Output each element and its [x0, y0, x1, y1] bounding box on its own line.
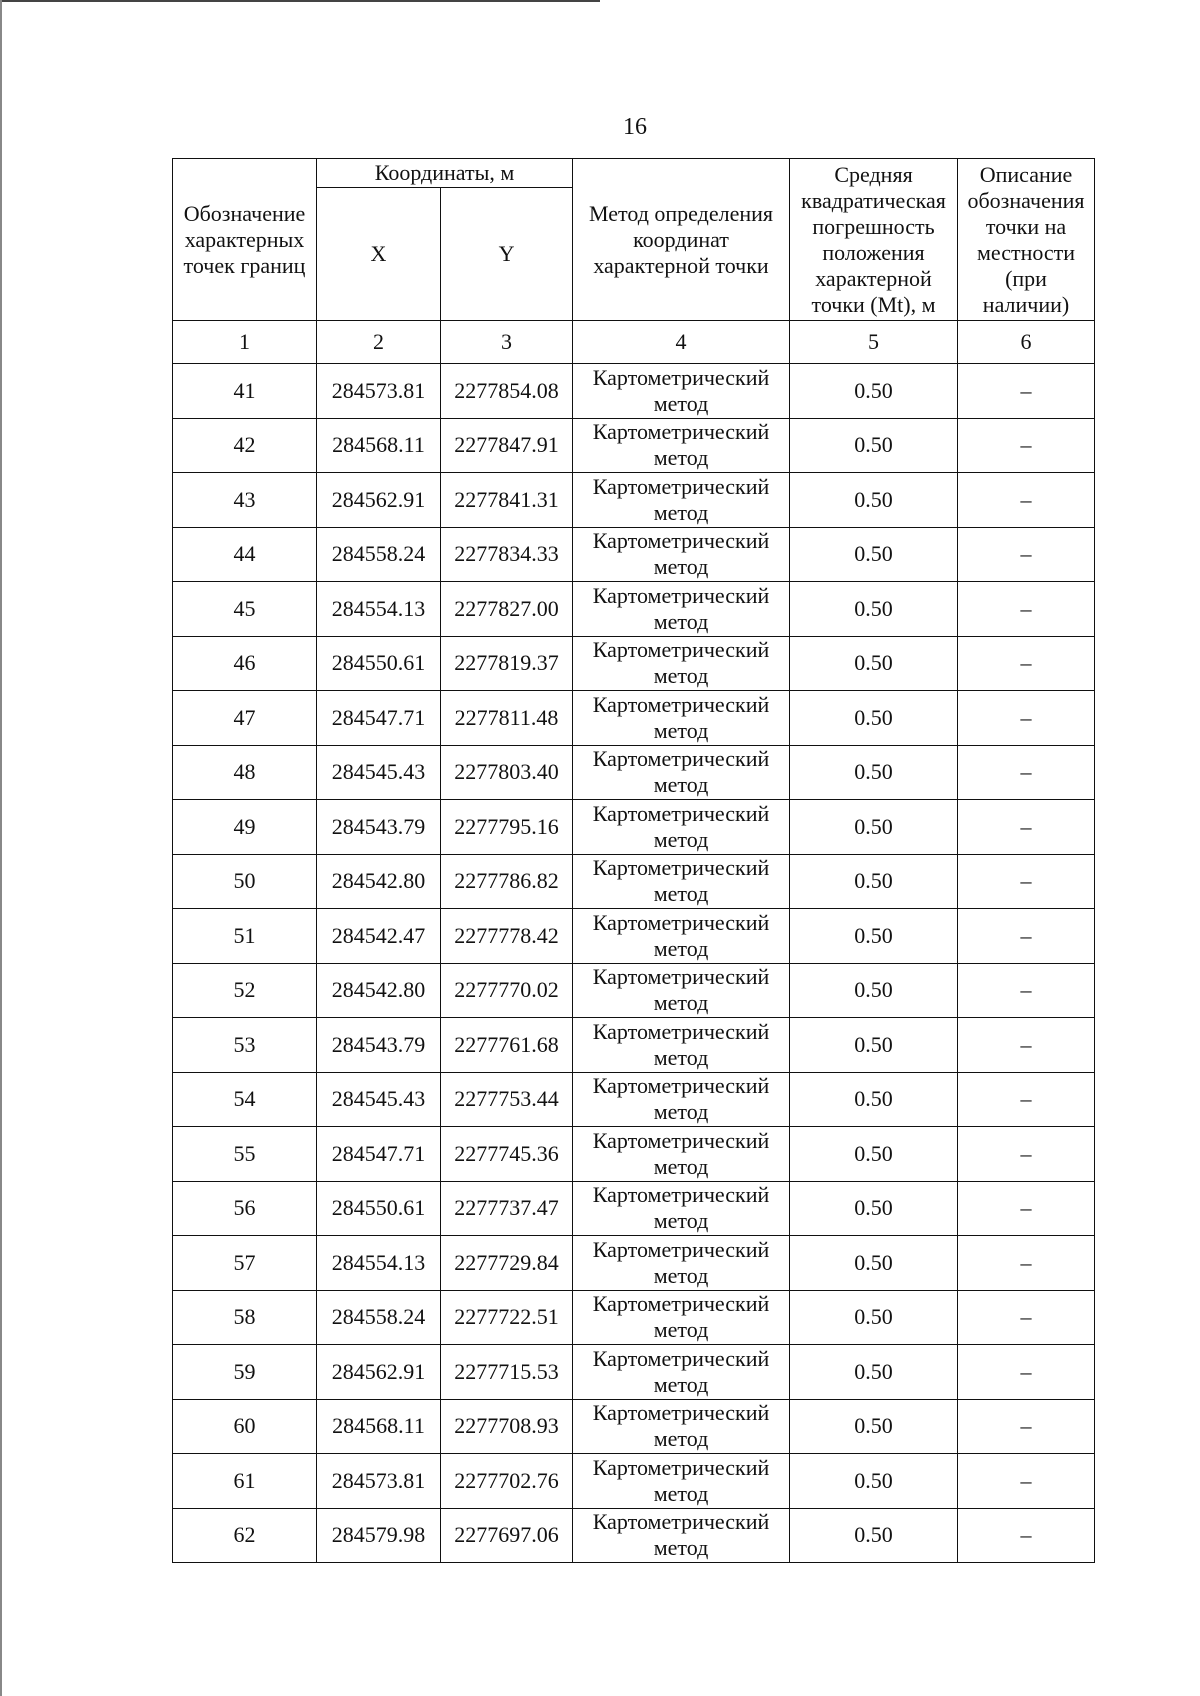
header-text: характерной: [815, 265, 932, 291]
x-coordinate-cell: 284545.43: [317, 745, 441, 800]
point-id-cell: 58: [173, 1290, 317, 1345]
header-method: [573, 159, 790, 321]
method-text: метод: [653, 881, 709, 907]
y-coordinate-cell: 2277847.91: [441, 418, 573, 473]
point-id-cell: 54: [173, 1072, 317, 1127]
x-coordinate-cell: 284542.80: [317, 854, 441, 909]
header-text: погрешность: [812, 213, 935, 239]
table-row: [173, 1072, 1095, 1127]
method-text: Картометрический: [592, 582, 770, 608]
y-coordinate-cell: 2277819.37: [441, 636, 573, 691]
x-coordinate-cell: 284554.13: [317, 582, 441, 637]
method-cell: [573, 527, 790, 582]
scan-edge-left: [0, 0, 2, 1696]
method-cell: [573, 473, 790, 528]
method-text: Картометрический: [592, 1236, 770, 1262]
method-cell: [573, 745, 790, 800]
header-y: Y: [441, 188, 573, 321]
y-coordinate-cell: 2277803.40: [441, 745, 573, 800]
mt-error-cell: 0.50: [790, 745, 958, 800]
method-text: Картометрический: [592, 1454, 770, 1480]
table-row: [173, 1181, 1095, 1236]
x-coordinate-cell: 284562.91: [317, 473, 441, 528]
method-cell: [573, 1345, 790, 1400]
description-cell: –: [958, 854, 1095, 909]
method-text: Картометрический: [592, 419, 770, 445]
method-text: Картометрический: [592, 909, 770, 935]
point-id-cell: 43: [173, 473, 317, 528]
y-coordinate-cell: 2277786.82: [441, 854, 573, 909]
method-text: метод: [653, 717, 709, 743]
scan-edge-top: [0, 0, 600, 2]
y-coordinate-cell: 2277745.36: [441, 1127, 573, 1182]
method-text: метод: [653, 1208, 709, 1234]
method-text: метод: [653, 1371, 709, 1397]
y-coordinate-cell: 2277770.02: [441, 963, 573, 1018]
description-cell: –: [958, 691, 1095, 746]
y-coordinate-cell: 2277722.51: [441, 1290, 573, 1345]
method-text: метод: [653, 1044, 709, 1070]
method-text: метод: [653, 499, 709, 525]
x-coordinate-cell: 284579.98: [317, 1508, 441, 1563]
point-id-cell: 61: [173, 1454, 317, 1509]
mt-error-cell: 0.50: [790, 909, 958, 964]
method-text: Картометрический: [592, 1182, 770, 1208]
description-cell: –: [958, 1236, 1095, 1291]
description-cell: –: [958, 1181, 1095, 1236]
method-text: метод: [653, 663, 709, 689]
header-text: Описание: [979, 161, 1073, 187]
description-cell: –: [958, 745, 1095, 800]
header-mean-square-error: [790, 159, 958, 321]
header-x: X: [317, 188, 441, 321]
x-coordinate-cell: 284550.61: [317, 636, 441, 691]
description-cell: –: [958, 1454, 1095, 1509]
point-id-cell: 53: [173, 1018, 317, 1073]
method-text: Картометрический: [592, 1291, 770, 1317]
method-text: метод: [653, 608, 709, 634]
method-text: Картометрический: [592, 855, 770, 881]
method-cell: [573, 1508, 790, 1563]
header-text: обозначения: [967, 187, 1085, 213]
header-text: местности: [976, 239, 1076, 265]
mt-error-cell: 0.50: [790, 854, 958, 909]
method-text: Картометрический: [592, 1127, 770, 1153]
y-coordinate-cell: 2277811.48: [441, 691, 573, 746]
method-text: Картометрический: [592, 1509, 770, 1535]
header-text: точек границ: [183, 252, 306, 278]
column-number: 5: [790, 321, 958, 364]
coordinates-table: [172, 158, 1095, 1563]
description-cell: –: [958, 418, 1095, 473]
method-cell: [573, 364, 790, 419]
mt-error-cell: 0.50: [790, 963, 958, 1018]
header-text: Метод определения: [588, 200, 774, 226]
description-cell: –: [958, 1018, 1095, 1073]
x-coordinate-cell: 284554.13: [317, 1236, 441, 1291]
method-cell: [573, 1127, 790, 1182]
x-coordinate-cell: 284573.81: [317, 1454, 441, 1509]
point-id-cell: 62: [173, 1508, 317, 1563]
mt-error-cell: 0.50: [790, 1345, 958, 1400]
header-text: наличии): [982, 291, 1070, 317]
description-cell: –: [958, 909, 1095, 964]
table-row: [173, 418, 1095, 473]
point-id-cell: 57: [173, 1236, 317, 1291]
method-cell: [573, 1454, 790, 1509]
mt-error-cell: 0.50: [790, 1290, 958, 1345]
table-row: [173, 582, 1095, 637]
y-coordinate-cell: 2277778.42: [441, 909, 573, 964]
header-text: Средняя: [834, 161, 913, 187]
table-row: [173, 364, 1095, 419]
method-text: метод: [653, 935, 709, 961]
description-cell: –: [958, 582, 1095, 637]
header-text: характерных: [184, 226, 305, 252]
point-id-cell: 41: [173, 364, 317, 419]
method-text: метод: [653, 445, 709, 471]
method-cell: [573, 1399, 790, 1454]
description-cell: –: [958, 1399, 1095, 1454]
x-coordinate-cell: 284558.24: [317, 1290, 441, 1345]
y-coordinate-cell: 2277729.84: [441, 1236, 573, 1291]
method-cell: [573, 800, 790, 855]
method-text: Картометрический: [592, 800, 770, 826]
header-text: координат: [633, 226, 729, 252]
method-cell: [573, 1181, 790, 1236]
method-cell: [573, 582, 790, 637]
point-id-cell: 51: [173, 909, 317, 964]
x-coordinate-cell: 284543.79: [317, 1018, 441, 1073]
point-id-cell: 59: [173, 1345, 317, 1400]
point-id-cell: 60: [173, 1399, 317, 1454]
header-point-designation: [173, 159, 317, 321]
table-row: [173, 854, 1095, 909]
y-coordinate-cell: 2277753.44: [441, 1072, 573, 1127]
description-cell: –: [958, 1345, 1095, 1400]
point-id-cell: 47: [173, 691, 317, 746]
column-number: 3: [441, 321, 573, 364]
header-text: характерной точки: [593, 252, 769, 278]
x-coordinate-cell: 284547.71: [317, 691, 441, 746]
point-id-cell: 49: [173, 800, 317, 855]
y-coordinate-cell: 2277708.93: [441, 1399, 573, 1454]
point-id-cell: 52: [173, 963, 317, 1018]
column-number: 4: [573, 321, 790, 364]
method-text: метод: [653, 1535, 709, 1561]
mt-error-cell: 0.50: [790, 636, 958, 691]
mt-error-cell: 0.50: [790, 582, 958, 637]
y-coordinate-cell: 2277841.31: [441, 473, 573, 528]
description-cell: –: [958, 1290, 1095, 1345]
method-cell: [573, 854, 790, 909]
method-cell: [573, 691, 790, 746]
table-body: [173, 364, 1095, 1563]
header-text: Обозначение: [183, 200, 306, 226]
x-coordinate-cell: 284545.43: [317, 1072, 441, 1127]
mt-error-cell: 0.50: [790, 1454, 958, 1509]
description-cell: –: [958, 473, 1095, 528]
table-row: [173, 745, 1095, 800]
mt-error-cell: 0.50: [790, 1072, 958, 1127]
method-text: Картометрический: [592, 1345, 770, 1371]
mt-error-cell: 0.50: [790, 1508, 958, 1563]
method-text: метод: [653, 772, 709, 798]
mt-error-cell: 0.50: [790, 364, 958, 419]
table-row: [173, 1508, 1095, 1563]
method-text: метод: [653, 826, 709, 852]
x-coordinate-cell: 284550.61: [317, 1181, 441, 1236]
table-row: [173, 1399, 1095, 1454]
description-cell: –: [958, 963, 1095, 1018]
description-cell: –: [958, 1072, 1095, 1127]
method-text: Картометрический: [592, 746, 770, 772]
method-cell: [573, 909, 790, 964]
x-coordinate-cell: 284558.24: [317, 527, 441, 582]
mt-error-cell: 0.50: [790, 691, 958, 746]
table-header: [173, 159, 1095, 364]
header-description: [958, 159, 1095, 321]
mt-error-cell: 0.50: [790, 1127, 958, 1182]
description-cell: –: [958, 1508, 1095, 1563]
mt-error-cell: 0.50: [790, 800, 958, 855]
column-number: 2: [317, 321, 441, 364]
point-id-cell: 55: [173, 1127, 317, 1182]
description-cell: –: [958, 527, 1095, 582]
method-text: Картометрический: [592, 473, 770, 499]
method-text: Картометрический: [592, 691, 770, 717]
y-coordinate-cell: 2277854.08: [441, 364, 573, 419]
method-text: метод: [653, 1153, 709, 1179]
x-coordinate-cell: 284568.11: [317, 1399, 441, 1454]
column-number: 1: [173, 321, 317, 364]
header-text: точки (Mt), м: [811, 291, 936, 317]
y-coordinate-cell: 2277737.47: [441, 1181, 573, 1236]
method-text: Картометрический: [592, 528, 770, 554]
table-row: [173, 1454, 1095, 1509]
mt-error-cell: 0.50: [790, 1181, 958, 1236]
y-coordinate-cell: 2277761.68: [441, 1018, 573, 1073]
table-row: [173, 636, 1095, 691]
method-cell: [573, 418, 790, 473]
table-row: [173, 1345, 1095, 1400]
description-cell: –: [958, 1127, 1095, 1182]
method-text: Картометрический: [592, 1400, 770, 1426]
method-cell: [573, 1290, 790, 1345]
header-text: положения: [822, 239, 925, 265]
table-row: [173, 909, 1095, 964]
method-text: Картометрический: [592, 1018, 770, 1044]
table-row: [173, 800, 1095, 855]
method-cell: [573, 963, 790, 1018]
method-text: Картометрический: [592, 637, 770, 663]
mt-error-cell: 0.50: [790, 1399, 958, 1454]
mt-error-cell: 0.50: [790, 1018, 958, 1073]
column-number: 6: [958, 321, 1095, 364]
description-cell: –: [958, 800, 1095, 855]
method-text: метод: [653, 1317, 709, 1343]
mt-error-cell: 0.50: [790, 1236, 958, 1291]
method-text: метод: [653, 1480, 709, 1506]
table-row: [173, 1236, 1095, 1291]
y-coordinate-cell: 2277795.16: [441, 800, 573, 855]
table-row: [173, 691, 1095, 746]
method-text: Картометрический: [592, 964, 770, 990]
header-text: точки на: [985, 213, 1067, 239]
point-id-cell: 44: [173, 527, 317, 582]
y-coordinate-cell: 2277834.33: [441, 527, 573, 582]
x-coordinate-cell: 284547.71: [317, 1127, 441, 1182]
x-coordinate-cell: 284542.47: [317, 909, 441, 964]
x-coordinate-cell: 284543.79: [317, 800, 441, 855]
method-text: метод: [653, 1099, 709, 1125]
method-cell: [573, 1018, 790, 1073]
method-text: метод: [653, 990, 709, 1016]
point-id-cell: 46: [173, 636, 317, 691]
method-cell: [573, 1072, 790, 1127]
method-cell: [573, 1236, 790, 1291]
x-coordinate-cell: 284568.11: [317, 418, 441, 473]
y-coordinate-cell: 2277715.53: [441, 1345, 573, 1400]
point-id-cell: 42: [173, 418, 317, 473]
method-cell: [573, 636, 790, 691]
table-row: [173, 963, 1095, 1018]
method-text: метод: [653, 1426, 709, 1452]
description-cell: –: [958, 636, 1095, 691]
method-text: метод: [653, 554, 709, 580]
table-row: [173, 1290, 1095, 1345]
point-id-cell: 45: [173, 582, 317, 637]
table-row: [173, 473, 1095, 528]
description-cell: –: [958, 364, 1095, 419]
method-text: Картометрический: [592, 364, 770, 390]
table-row: [173, 1018, 1095, 1073]
header-coordinates-group: Координаты, м: [317, 159, 573, 188]
x-coordinate-cell: 284573.81: [317, 364, 441, 419]
header-text: (при: [1005, 265, 1047, 291]
header-text: квадратическая: [801, 187, 946, 213]
method-text: метод: [653, 390, 709, 416]
column-number-row: [173, 321, 1095, 364]
x-coordinate-cell: 284542.80: [317, 963, 441, 1018]
point-id-cell: 56: [173, 1181, 317, 1236]
mt-error-cell: 0.50: [790, 527, 958, 582]
table-row: [173, 527, 1095, 582]
y-coordinate-cell: 2277827.00: [441, 582, 573, 637]
page-number: 16: [623, 114, 647, 140]
table-row: [173, 1127, 1095, 1182]
method-text: метод: [653, 1262, 709, 1288]
mt-error-cell: 0.50: [790, 473, 958, 528]
mt-error-cell: 0.50: [790, 418, 958, 473]
y-coordinate-cell: 2277702.76: [441, 1454, 573, 1509]
point-id-cell: 50: [173, 854, 317, 909]
point-id-cell: 48: [173, 745, 317, 800]
method-text: Картометрический: [592, 1073, 770, 1099]
x-coordinate-cell: 284562.91: [317, 1345, 441, 1400]
y-coordinate-cell: 2277697.06: [441, 1508, 573, 1563]
